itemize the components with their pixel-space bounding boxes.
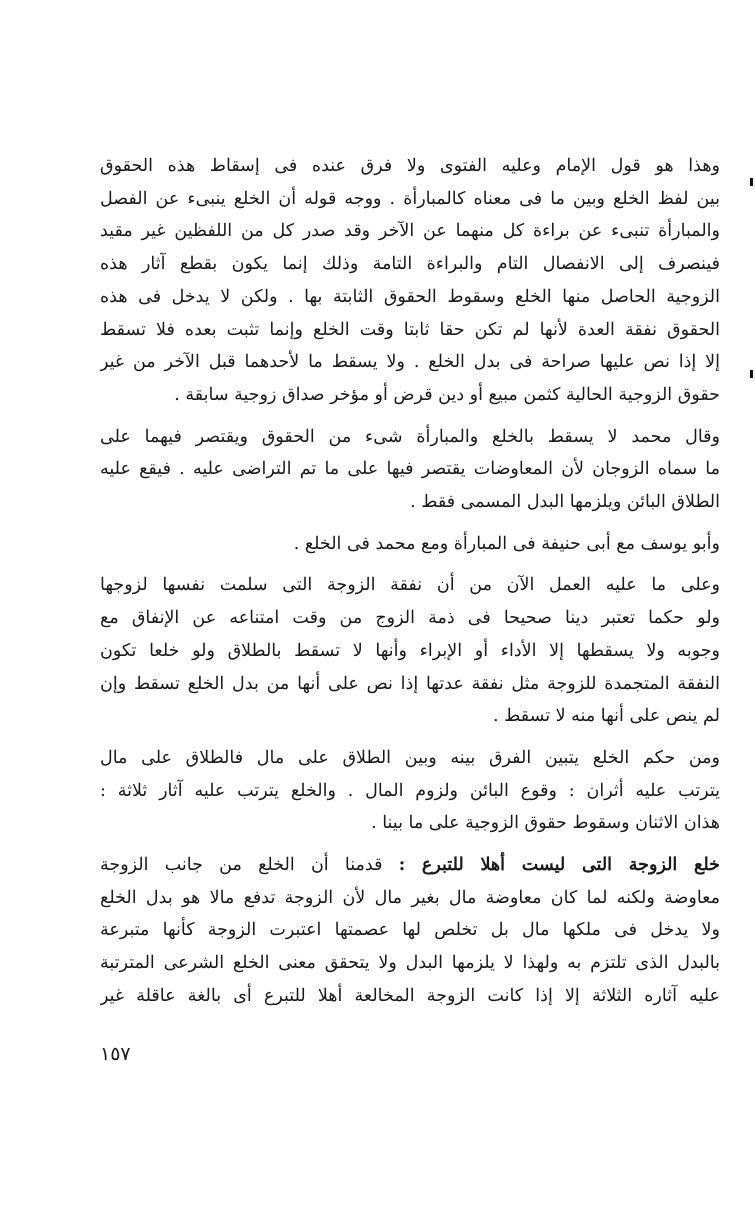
- text-line: لم ينص على أنها منه لا تسقط .: [493, 706, 720, 727]
- text-line: حقوق الزوجية الحالية كثمن مبيع أو دين قرض أو مؤخر صداق زوجية سابقة .: [174, 384, 720, 405]
- text-line: يترتب عليه أثران : وقوع البائن ولزوم المال . والخلع يترتب عليه آثار ثلاثة :: [100, 780, 720, 801]
- text-line: [100, 849, 720, 882]
- section-heading: خلع الزوجة التى ليست أهلا للتبرع :: [398, 855, 720, 876]
- text-line: وجوبه ولا يسقطها إلا الأداء أو الإبراء وأنها لا تسقط بالطلاق ولو خلعا تكون: [100, 640, 720, 661]
- text-line: وقال محمد لا يسقط بالخلع والمبارأة شىء من الحقوق ويقتصر فيهما على: [100, 426, 720, 447]
- text-line: ولا يدخل فى ملكها مال بل تخلص لها عصمتها اعتبرت الزوجة كأنها متبرعة: [100, 920, 720, 941]
- text-line: بين لفظ الخلع وبين ما فى معناه كالمبارأة . ووجه قوله أن الخلع ينبىء عن الفصل: [100, 188, 720, 209]
- text-line: إلا إذا نص عليها صراحة فى بدل الخلع . ولا يسقط ما لأحدهما قبل الآخر من غير: [100, 352, 720, 373]
- text-line: هذان الاثنان وسقوط حقوق الزوجية على ما بينا .: [371, 813, 720, 834]
- text-line: وهذا هو قول الإمام وعليه الفتوى ولا فرق عنده فى إسقاط هذه الحقوق: [100, 156, 720, 176]
- text-line: معاوضة ولكنه لما كان معاوضة مال بغير مال لأن الزوجة تدفع مالا هو بدل الخلع: [100, 887, 720, 908]
- text-line: والمبارأة تنبىء عن براءة كل منهما عن الآخر وقد صدر كل من اللفظين غير مقيد: [100, 221, 720, 242]
- margin-mark: [750, 178, 753, 186]
- text-line: وأبو يوسف مع أبى حنيفة فى المبارأة ومع محمد فى الخلع .: [293, 533, 720, 554]
- text-line: ومن حكم الخلع يتبين الفرق بينه وبين الطلاق على مال فالطلاق على مال: [100, 747, 720, 768]
- margin-mark: [750, 370, 753, 378]
- text-line: الطلاق البائن ويلزمها البدل المسمى فقط .: [410, 492, 720, 513]
- paragraph-1: [100, 150, 720, 412]
- text-line: فينصرف إلى الانفصال التام والبراءة التامة وذلك إنما يكون بقطع آثار هذه: [100, 254, 720, 275]
- paragraph-5: [100, 742, 720, 840]
- text-run: قدمنا أن الخلع من جانب الزوجة: [100, 855, 383, 876]
- paragraph-3: [100, 528, 720, 561]
- text-line: ولو حكما تعتبر دينا صحيحا فى ذمة الزوج من وقت امتناعه عن الإنفاق مع: [100, 608, 720, 629]
- page-number: ١٥٧: [100, 1043, 131, 1065]
- text-line: عليه آثاره الثلاثة إلا إذا كانت الزوجة المخالعة أهلا للتبرع أى بالغة عاقلة غير: [100, 985, 720, 1006]
- text-line: بالبدل الذى تلتزم به ولهذا لا يلزمها البدل ولا يتحقق معنى الخلع الشرعى المترتبة: [100, 953, 720, 974]
- text-line: الحقوق نفقة العدة لأنها لم تكن حقا ثابتا وقت الخلع وإنما تثبت بعده فلا تسقط: [100, 319, 720, 340]
- text-line: ما سماه الزوجان لأن المعاوضات يقتصر فيها على ما تم التراضى عليه . فيقع عليه: [100, 459, 720, 480]
- paragraph-6: [100, 849, 720, 1013]
- page-body: [100, 150, 720, 1022]
- paragraph-2: [100, 421, 720, 519]
- text-line: الزوجية الحاصل منها الخلع وسقوط الحقوق الثابتة بها . ولكن لا يدخل فى هذه: [100, 286, 720, 307]
- paragraph-4: [100, 569, 720, 733]
- text-line: وعلى ما عليه العمل الآن من أن نفقة الزوجة التى سلمت نفسها لزوجها: [100, 575, 720, 596]
- text-line: النفقة المتجمدة للزوجة مثل نفقة عدتها إذا نص على أنها من بدل الخلع تسقط وإن: [100, 673, 720, 694]
